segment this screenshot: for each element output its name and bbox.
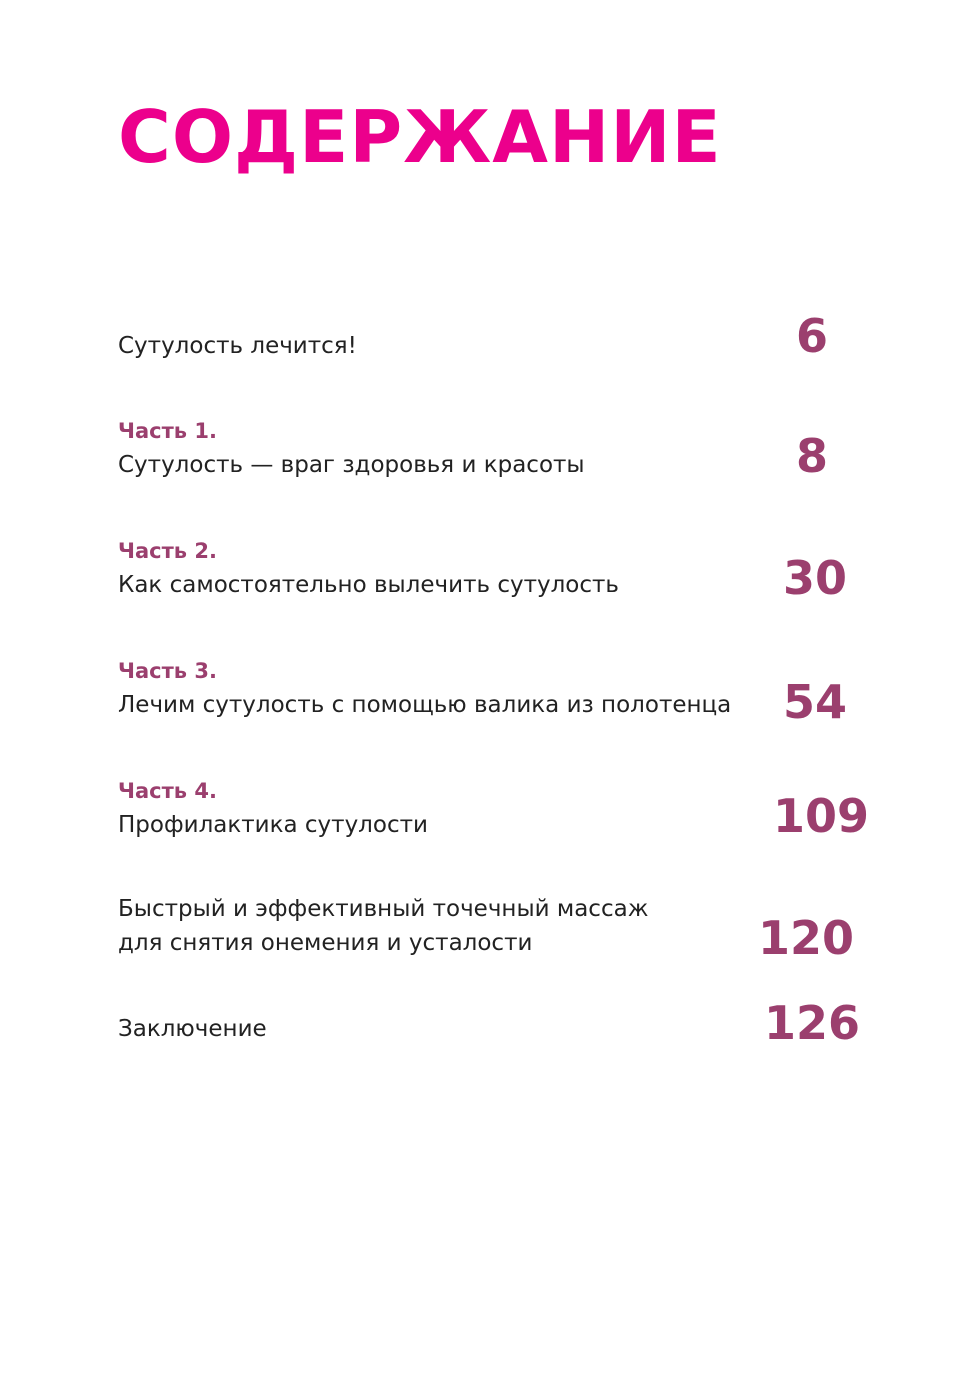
page-number: 109 bbox=[773, 789, 870, 843]
entry-title bbox=[118, 1012, 267, 1046]
part-label: Часть 1. bbox=[118, 419, 217, 443]
part-label: Часть 3. bbox=[118, 659, 217, 683]
part-label: Часть 4. bbox=[118, 779, 217, 803]
entry-title-line: Быстрый и эффективный точечный массаж bbox=[118, 896, 649, 922]
entry-title bbox=[118, 448, 585, 482]
entry-title bbox=[118, 892, 648, 960]
page-number: 54 bbox=[783, 675, 848, 729]
entry-title bbox=[118, 688, 731, 722]
entry-title-line: Сутулость лечится! bbox=[118, 333, 357, 359]
entry-title bbox=[118, 568, 619, 602]
part-label: Часть 2. bbox=[118, 539, 217, 563]
entry-title bbox=[118, 808, 428, 842]
page-number: 126 bbox=[764, 996, 861, 1050]
entry-title-line: Лечим сутулость с помощью валика из полотенца bbox=[118, 692, 732, 718]
entry-title bbox=[118, 329, 357, 363]
entry-title-line: Сутулость — враг здоровья и красоты bbox=[118, 452, 585, 478]
entry-title-line: Как самостоятельно вылечить сутулость bbox=[118, 572, 619, 598]
page-title: СОДЕРЖАНИЕ bbox=[118, 95, 722, 179]
entry-title-line: для снятия онемения и усталости bbox=[118, 930, 533, 956]
entry-title-line: Заключение bbox=[118, 1016, 267, 1042]
entry-title-line: Профилактика сутулости bbox=[118, 812, 428, 838]
page-number: 8 bbox=[796, 429, 829, 483]
page-number: 6 bbox=[796, 309, 829, 363]
page-number: 120 bbox=[758, 911, 855, 965]
page-number: 30 bbox=[783, 551, 848, 605]
